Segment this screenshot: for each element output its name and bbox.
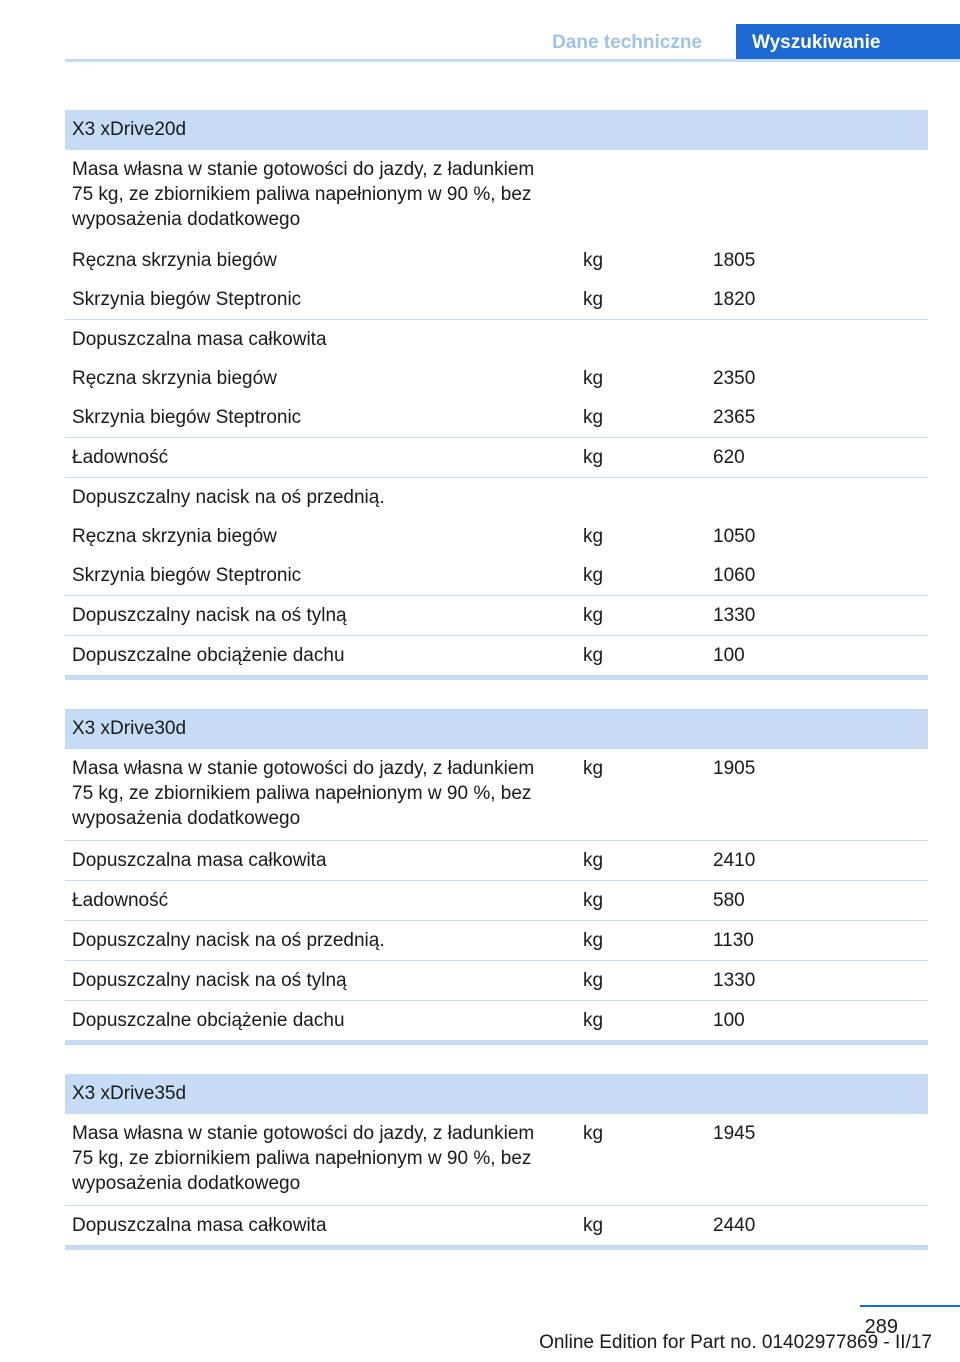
row-label: Dopuszczalna masa całkowita bbox=[72, 329, 327, 350]
row-label: Dopuszczalne obciążenie dachu bbox=[72, 1010, 345, 1031]
row-unit: kg bbox=[583, 1215, 604, 1236]
row-value: 620 bbox=[713, 447, 745, 468]
row-value: 1820 bbox=[713, 289, 756, 310]
row-value: 1050 bbox=[713, 526, 756, 547]
table-row bbox=[65, 241, 928, 280]
row-unit: kg bbox=[583, 565, 604, 586]
row-value: 2350 bbox=[713, 368, 756, 389]
table-bottom-rule bbox=[65, 675, 928, 680]
row-label: Ładowność bbox=[72, 447, 169, 468]
row-value: 1330 bbox=[713, 970, 756, 991]
table-bottom-rule bbox=[65, 1040, 928, 1045]
spec-table-xdrive20d bbox=[65, 110, 928, 680]
row-label: Dopuszczalny nacisk na oś przednią. bbox=[72, 930, 385, 951]
row-value: 1060 bbox=[713, 565, 756, 586]
row-value: 1905 bbox=[713, 758, 756, 779]
table-row bbox=[65, 1206, 928, 1245]
table-row bbox=[65, 556, 928, 596]
row-unit: kg bbox=[583, 368, 604, 389]
table-title: X3 xDrive30d bbox=[65, 709, 928, 749]
table-row bbox=[65, 438, 928, 478]
row-unit: kg bbox=[583, 970, 604, 991]
row-unit: kg bbox=[583, 289, 604, 310]
row-label: Skrzynia biegów Steptronic bbox=[72, 565, 302, 586]
row-label: Dopuszczalna masa całkowita bbox=[72, 850, 327, 871]
row-label: Skrzynia biegów Steptronic bbox=[72, 407, 302, 428]
tab-wyszukiwanie[interactable]: Wyszukiwanie bbox=[736, 24, 960, 62]
table-row bbox=[65, 921, 928, 961]
row-label: Dopuszczalny nacisk na oś przednią. bbox=[72, 487, 385, 508]
table-row bbox=[65, 596, 928, 636]
table-row bbox=[65, 150, 928, 241]
table-row bbox=[65, 961, 928, 1001]
table-row bbox=[65, 478, 928, 517]
row-label: Ręczna skrzynia biegów bbox=[72, 250, 277, 271]
table-bottom-rule bbox=[65, 1245, 928, 1250]
row-unit: kg bbox=[583, 758, 604, 779]
table-row bbox=[65, 398, 928, 438]
row-label: Dopuszczalna masa całkowita bbox=[72, 1215, 327, 1236]
row-unit: kg bbox=[583, 1010, 604, 1031]
row-label: Dopuszczalne obciążenie dachu bbox=[72, 645, 345, 666]
row-value: 1945 bbox=[713, 1123, 756, 1144]
row-label: Masa własna w stanie gotowości do jazdy, z ładunkiem 75 kg, ze zbiornikiem paliwa napełnionym w 90 %, bez wyposażenia dodatkowego bbox=[72, 159, 535, 230]
row-value: 2410 bbox=[713, 850, 756, 871]
table-row bbox=[65, 881, 928, 921]
row-unit: kg bbox=[583, 890, 604, 911]
page-header bbox=[0, 0, 960, 62]
row-unit: kg bbox=[583, 407, 604, 428]
page-number-rule bbox=[860, 1305, 960, 1307]
table-row bbox=[65, 1001, 928, 1040]
spec-table-xdrive30d bbox=[65, 709, 928, 1045]
row-unit: kg bbox=[583, 850, 604, 871]
row-value: 1330 bbox=[713, 605, 756, 626]
row-unit: kg bbox=[583, 605, 604, 626]
spec-table-xdrive35d bbox=[65, 1074, 928, 1250]
row-value: 2440 bbox=[713, 1215, 756, 1236]
row-unit: kg bbox=[583, 645, 604, 666]
table-title: X3 xDrive35d bbox=[65, 1074, 928, 1114]
table-row bbox=[65, 320, 928, 359]
table-row bbox=[65, 636, 928, 675]
row-label: Ręczna skrzynia biegów bbox=[72, 526, 277, 547]
table-row bbox=[65, 280, 928, 320]
header-divider bbox=[65, 59, 960, 62]
row-label: Ładowność bbox=[72, 890, 169, 911]
row-unit: kg bbox=[583, 447, 604, 468]
table-row bbox=[65, 517, 928, 556]
row-label: Masa własna w stanie gotowości do jazdy, z ładunkiem 75 kg, ze zbiornikiem paliwa napełnionym w 90 %, bez wyposażenia dodatkowego bbox=[72, 1123, 535, 1194]
row-label: Dopuszczalny nacisk na oś tylną bbox=[72, 605, 347, 626]
table-row bbox=[65, 359, 928, 398]
row-label: Masa własna w stanie gotowości do jazdy, z ładunkiem 75 kg, ze zbiornikiem paliwa napełnionym w 90 %, bez wyposażenia dodatkowego bbox=[72, 758, 535, 829]
row-label: Skrzynia biegów Steptronic bbox=[72, 289, 302, 310]
footer-edition: Online Edition for Part no. 01402977869 - II/17 bbox=[539, 1332, 932, 1353]
row-label: Dopuszczalny nacisk na oś tylną bbox=[72, 970, 347, 991]
row-value: 100 bbox=[713, 1010, 745, 1031]
table-row bbox=[65, 749, 928, 841]
row-unit: kg bbox=[583, 250, 604, 271]
row-value: 2365 bbox=[713, 407, 756, 428]
tab-dane-techniczne[interactable]: Dane techniczne bbox=[552, 32, 702, 53]
row-value: 100 bbox=[713, 645, 745, 666]
page-number: 289 bbox=[864, 1316, 898, 1338]
table-row bbox=[65, 841, 928, 881]
spec-tables bbox=[65, 110, 928, 1279]
row-label: Ręczna skrzynia biegów bbox=[72, 368, 277, 389]
row-unit: kg bbox=[583, 526, 604, 547]
row-value: 1805 bbox=[713, 250, 756, 271]
row-unit: kg bbox=[583, 1123, 604, 1144]
table-title: X3 xDrive20d bbox=[65, 110, 928, 150]
table-row bbox=[65, 1114, 928, 1206]
row-value: 1130 bbox=[713, 930, 754, 951]
row-unit: kg bbox=[583, 930, 604, 951]
row-value: 580 bbox=[713, 890, 745, 911]
